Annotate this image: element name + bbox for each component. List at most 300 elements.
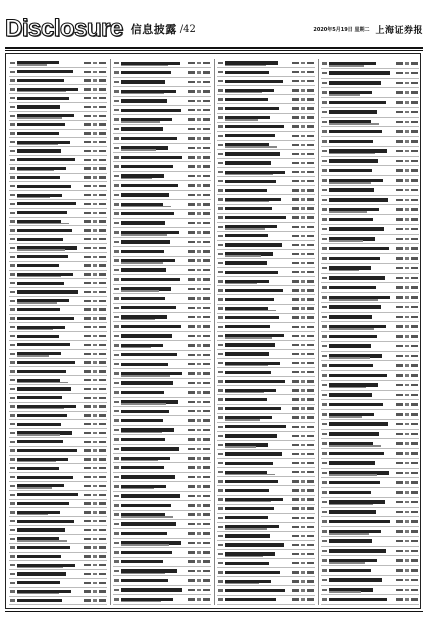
row-size xyxy=(307,453,314,455)
row-page xyxy=(93,150,97,152)
row-title xyxy=(329,335,377,339)
row-size xyxy=(99,71,106,73)
row-subtitle xyxy=(329,270,359,272)
row-subtitle xyxy=(329,387,366,389)
table-row xyxy=(9,130,107,139)
row-page xyxy=(197,570,201,573)
row-title xyxy=(121,504,171,507)
row-subtitle xyxy=(17,91,66,92)
row-page xyxy=(405,101,409,104)
row-title xyxy=(225,261,267,264)
row-size xyxy=(307,471,314,473)
table-row xyxy=(217,523,315,532)
table-row xyxy=(217,68,315,77)
row-size xyxy=(307,280,314,282)
row-code xyxy=(10,538,15,540)
row-date xyxy=(188,419,195,422)
table-row xyxy=(9,218,107,227)
row-date xyxy=(292,135,299,137)
row-code xyxy=(218,562,223,564)
row-date xyxy=(396,277,403,280)
table-row xyxy=(217,341,315,350)
row-code xyxy=(218,71,223,73)
row-page xyxy=(405,589,409,592)
row-page xyxy=(405,140,409,143)
row-title xyxy=(17,70,73,73)
row-code xyxy=(218,380,223,382)
row-page xyxy=(197,156,201,159)
row-code xyxy=(10,308,15,310)
row-title xyxy=(329,539,372,543)
row-page xyxy=(93,538,97,540)
row-size xyxy=(99,449,106,451)
row-date xyxy=(396,101,403,104)
row-page xyxy=(197,316,201,319)
table-row xyxy=(9,94,107,103)
row-date xyxy=(396,413,403,416)
row-code xyxy=(10,573,15,575)
row-title xyxy=(329,510,376,514)
row-title xyxy=(17,476,73,479)
column-divider xyxy=(110,59,111,605)
table-row xyxy=(321,537,419,547)
row-page xyxy=(197,335,201,338)
row-subtitle xyxy=(225,583,259,584)
table-row xyxy=(9,500,107,509)
row-code xyxy=(322,569,327,572)
row-title xyxy=(17,528,65,531)
row-code xyxy=(218,98,223,100)
row-date xyxy=(84,423,91,425)
row-size xyxy=(99,220,106,222)
row-date xyxy=(84,326,91,328)
row-code xyxy=(114,391,119,394)
row-size xyxy=(307,544,314,546)
table-row xyxy=(321,176,419,186)
row-date xyxy=(396,82,403,85)
table-row xyxy=(217,77,315,86)
row-page xyxy=(405,121,409,124)
table-row xyxy=(9,367,107,376)
table-row xyxy=(9,473,107,482)
row-code xyxy=(322,140,327,143)
row-page xyxy=(405,296,409,299)
row-date xyxy=(188,466,195,469)
row-code xyxy=(114,513,119,516)
row-size xyxy=(411,472,418,475)
row-title xyxy=(17,572,66,575)
row-date xyxy=(292,89,299,91)
row-page xyxy=(93,353,97,355)
row-date xyxy=(396,520,403,523)
row-title xyxy=(17,255,68,258)
row-subtitle xyxy=(17,434,60,435)
table-row xyxy=(217,532,315,541)
table-row xyxy=(217,259,315,268)
row-page xyxy=(93,326,97,328)
table-row xyxy=(217,305,315,314)
row-page xyxy=(405,511,409,514)
row-page xyxy=(301,326,305,328)
row-size xyxy=(411,296,418,299)
row-subtitle xyxy=(121,93,164,95)
row-size xyxy=(203,278,210,281)
row-size xyxy=(307,517,314,519)
row-page xyxy=(301,244,305,246)
row-date xyxy=(188,118,195,121)
table-row xyxy=(113,454,211,463)
row-date xyxy=(292,407,299,409)
row-date xyxy=(84,317,91,319)
row-title xyxy=(17,396,62,399)
row-date xyxy=(188,401,195,404)
row-title xyxy=(225,289,283,292)
row-page xyxy=(93,256,97,258)
row-date xyxy=(188,354,195,357)
row-date xyxy=(188,391,195,394)
row-size xyxy=(203,269,210,272)
table-row xyxy=(9,535,107,544)
row-page xyxy=(93,555,97,557)
table-row xyxy=(9,464,107,473)
row-date xyxy=(84,97,91,99)
row-page xyxy=(405,569,409,572)
row-date xyxy=(84,159,91,161)
row-subtitle xyxy=(121,375,170,377)
row-date xyxy=(396,452,403,455)
row-date xyxy=(292,526,299,528)
row-date xyxy=(84,273,91,275)
row-date xyxy=(188,250,195,253)
row-page xyxy=(301,235,305,237)
row-code xyxy=(114,278,119,281)
row-code xyxy=(10,555,15,557)
table-row xyxy=(9,68,107,77)
row-subtitle xyxy=(17,487,52,488)
table-row xyxy=(321,420,419,430)
row-date xyxy=(188,542,195,545)
row-size xyxy=(307,235,314,237)
row-page xyxy=(405,579,409,582)
row-size xyxy=(411,394,418,397)
row-page xyxy=(197,513,201,516)
row-title xyxy=(329,276,385,280)
row-code xyxy=(322,481,327,484)
row-date xyxy=(84,264,91,266)
row-date xyxy=(84,379,91,381)
row-date xyxy=(188,184,195,187)
row-code xyxy=(218,144,223,146)
row-title xyxy=(329,344,371,348)
row-code xyxy=(114,532,119,535)
row-page xyxy=(93,423,97,425)
row-page xyxy=(93,529,97,531)
row-page xyxy=(405,130,409,133)
row-page xyxy=(93,220,97,222)
row-code xyxy=(218,271,223,273)
table-row xyxy=(321,595,419,605)
table-row xyxy=(321,586,419,596)
table-row xyxy=(217,550,315,559)
row-subtitle xyxy=(121,460,158,462)
row-date xyxy=(292,71,299,73)
row-date xyxy=(188,448,195,451)
row-size xyxy=(99,573,106,575)
row-code xyxy=(218,116,223,118)
row-title xyxy=(121,466,164,469)
row-code xyxy=(114,288,119,291)
row-code xyxy=(218,471,223,473)
row-code xyxy=(114,316,119,319)
row-code xyxy=(10,282,15,284)
row-page xyxy=(405,540,409,543)
row-date xyxy=(84,115,91,117)
table-row xyxy=(9,191,107,200)
brand-logo: Disclosure xyxy=(5,15,123,42)
row-date xyxy=(396,423,403,426)
table-row xyxy=(321,313,419,323)
table-row xyxy=(217,277,315,286)
row-page xyxy=(301,553,305,555)
row-date xyxy=(84,485,91,487)
row-page xyxy=(197,598,201,601)
table-row xyxy=(113,351,211,360)
row-title xyxy=(225,189,267,192)
row-date xyxy=(188,278,195,281)
row-size xyxy=(99,88,106,90)
row-title xyxy=(225,352,269,355)
row-page xyxy=(197,589,201,592)
table-row xyxy=(321,508,419,518)
row-page xyxy=(301,480,305,482)
row-size xyxy=(99,494,106,496)
row-page xyxy=(301,571,305,573)
table-row xyxy=(217,450,315,459)
row-code xyxy=(10,379,15,381)
row-code xyxy=(322,179,327,182)
table-row xyxy=(321,410,419,420)
row-title xyxy=(225,507,274,510)
row-size xyxy=(99,353,106,355)
row-page xyxy=(301,135,305,137)
table-row xyxy=(9,544,107,553)
row-page xyxy=(405,345,409,348)
row-code xyxy=(218,262,223,264)
row-code xyxy=(322,413,327,416)
row-date xyxy=(396,286,403,289)
row-page xyxy=(197,203,201,206)
table-row xyxy=(9,438,107,447)
row-date xyxy=(396,247,403,250)
row-subtitle xyxy=(121,516,173,518)
row-code xyxy=(322,598,327,601)
row-title xyxy=(329,101,386,105)
row-title xyxy=(225,534,270,537)
table-row xyxy=(321,332,419,342)
row-size xyxy=(99,150,106,152)
table-row xyxy=(217,104,315,113)
row-date xyxy=(396,91,403,94)
row-date xyxy=(188,589,195,592)
row-size xyxy=(411,101,418,104)
row-title xyxy=(121,325,181,328)
table-row xyxy=(321,547,419,557)
row-code xyxy=(322,199,327,202)
row-date xyxy=(84,397,91,399)
row-size xyxy=(307,180,314,182)
row-code xyxy=(10,106,15,108)
row-title xyxy=(225,571,280,574)
row-page xyxy=(197,100,201,103)
row-date xyxy=(292,453,299,455)
row-page xyxy=(405,179,409,182)
row-date xyxy=(396,325,403,328)
row-size xyxy=(307,380,314,382)
row-title xyxy=(17,555,61,558)
row-date xyxy=(188,147,195,150)
table-row xyxy=(321,147,419,157)
row-title xyxy=(225,462,273,465)
row-code xyxy=(322,501,327,504)
row-date xyxy=(292,244,299,246)
row-code xyxy=(114,372,119,375)
table-row xyxy=(9,288,107,297)
row-size xyxy=(203,212,210,215)
row-subtitle xyxy=(329,182,371,184)
row-size xyxy=(411,559,418,562)
row-size xyxy=(307,307,314,309)
row-size xyxy=(307,153,314,155)
row-page xyxy=(301,89,305,91)
row-date xyxy=(188,579,195,582)
table-row xyxy=(113,520,211,529)
table-row xyxy=(113,210,211,219)
row-date xyxy=(84,494,91,496)
row-page xyxy=(197,118,201,121)
row-code xyxy=(114,241,119,244)
row-size xyxy=(203,363,210,366)
table-row xyxy=(9,508,107,517)
row-date xyxy=(292,444,299,446)
row-size xyxy=(203,485,210,488)
row-date xyxy=(84,88,91,90)
row-subtitle xyxy=(329,153,375,155)
table-row xyxy=(321,556,419,566)
table-row xyxy=(9,447,107,456)
row-title xyxy=(17,546,70,549)
table-row xyxy=(113,97,211,106)
row-title xyxy=(17,361,75,364)
row-size xyxy=(307,416,314,418)
table-row xyxy=(9,121,107,130)
row-date xyxy=(396,179,403,182)
table-row xyxy=(113,548,211,557)
row-subtitle xyxy=(17,117,62,118)
row-subtitle xyxy=(121,65,168,67)
row-title xyxy=(17,176,60,179)
row-date xyxy=(396,160,403,163)
row-title xyxy=(121,410,169,413)
row-code xyxy=(10,220,15,222)
row-title xyxy=(329,257,380,261)
row-page xyxy=(197,109,201,112)
row-title xyxy=(17,132,59,135)
row-code xyxy=(10,185,15,187)
row-code xyxy=(322,530,327,533)
row-page xyxy=(197,476,201,479)
row-date xyxy=(84,432,91,434)
row-title xyxy=(17,423,61,426)
row-size xyxy=(99,300,106,302)
row-page xyxy=(301,116,305,118)
row-size xyxy=(411,277,418,280)
row-date xyxy=(292,226,299,228)
row-page xyxy=(197,297,201,300)
row-date xyxy=(396,579,403,582)
row-date xyxy=(188,523,195,526)
row-code xyxy=(218,89,223,91)
table-row xyxy=(321,352,419,362)
row-page xyxy=(301,80,305,82)
table-row xyxy=(113,115,211,124)
row-code xyxy=(218,289,223,291)
row-title xyxy=(225,325,270,328)
row-date xyxy=(188,495,195,498)
row-title xyxy=(225,434,277,437)
row-code xyxy=(114,598,119,601)
row-size xyxy=(99,590,106,592)
row-title xyxy=(225,125,284,128)
row-size xyxy=(203,100,210,103)
row-page xyxy=(197,90,201,93)
row-date xyxy=(292,507,299,509)
row-title xyxy=(225,380,285,383)
row-date xyxy=(396,540,403,543)
row-date xyxy=(292,198,299,200)
row-date xyxy=(292,580,299,582)
table-row xyxy=(9,385,107,394)
row-date xyxy=(84,291,91,293)
row-title xyxy=(329,159,378,163)
row-title xyxy=(329,403,383,407)
row-subtitle xyxy=(329,299,378,301)
row-title xyxy=(225,180,276,183)
row-code xyxy=(218,489,223,491)
row-subtitle xyxy=(329,357,370,359)
row-code xyxy=(10,494,15,496)
row-size xyxy=(203,391,210,394)
table-row xyxy=(321,186,419,196)
row-page xyxy=(93,397,97,399)
row-code xyxy=(218,435,223,437)
table-row xyxy=(321,430,419,440)
row-title xyxy=(121,353,177,356)
row-date xyxy=(292,598,299,600)
row-page xyxy=(301,589,305,591)
row-subtitle xyxy=(225,65,266,66)
table-row xyxy=(217,168,315,177)
table-row xyxy=(9,491,107,500)
table-row xyxy=(113,445,211,454)
row-date xyxy=(396,472,403,475)
row-size xyxy=(99,308,106,310)
row-page xyxy=(301,426,305,428)
row-size xyxy=(307,216,314,218)
row-code xyxy=(114,495,119,498)
row-page xyxy=(93,167,97,169)
row-size xyxy=(411,491,418,494)
table-row xyxy=(9,112,107,121)
